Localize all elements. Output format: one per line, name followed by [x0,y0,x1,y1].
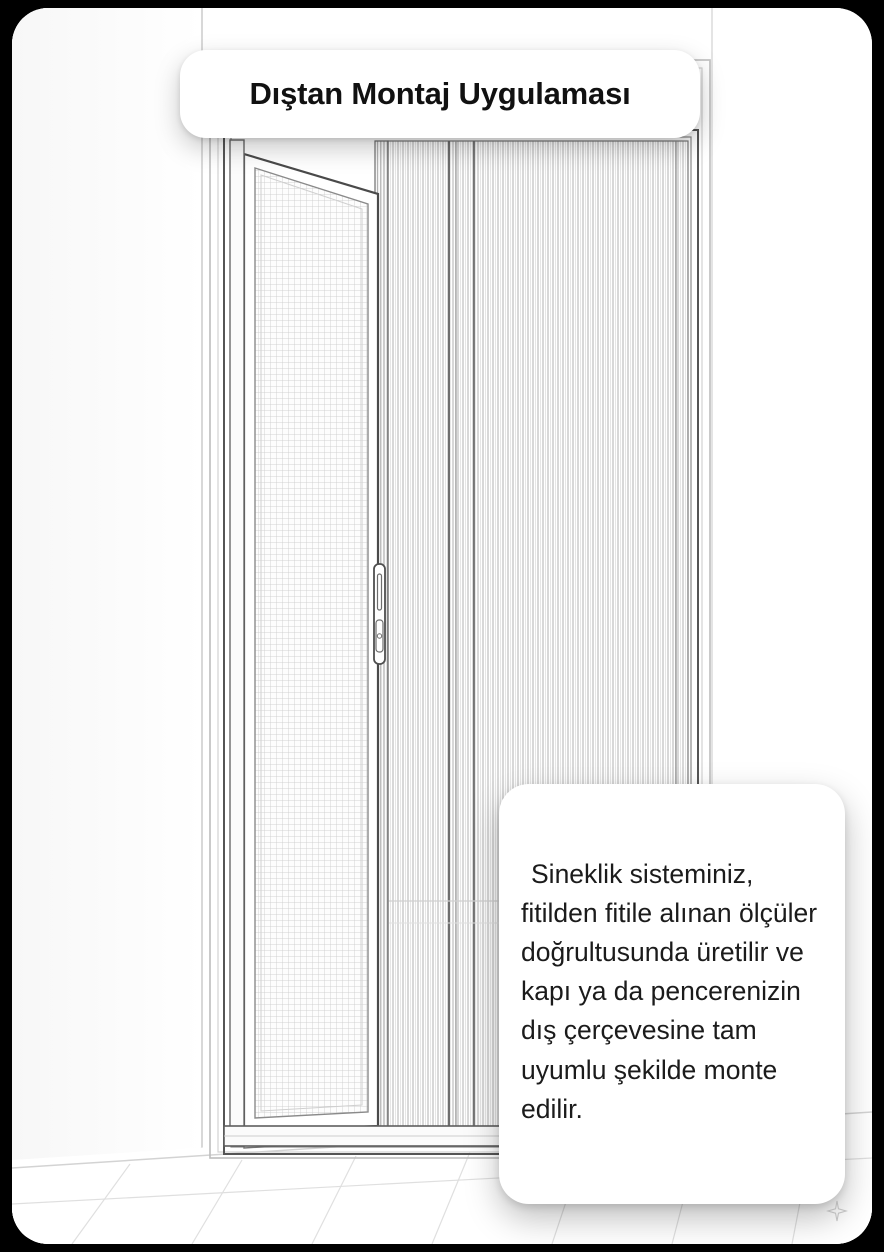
info-card-text: Sineklik sisteminiz, fitilden fitile alınan ölçüler doğrultusunda üretilir ve kapı ya da pencerenizin dış çerçevesine tam uyumlu şekilde monte edilir. [521,858,818,1124]
illustration-card [12,8,872,1244]
info-card [499,784,845,1204]
page-title: Dıştan Montaj Uygulaması [249,76,631,111]
banner-title-pill [180,50,700,138]
sparkle-icon [826,1200,848,1222]
